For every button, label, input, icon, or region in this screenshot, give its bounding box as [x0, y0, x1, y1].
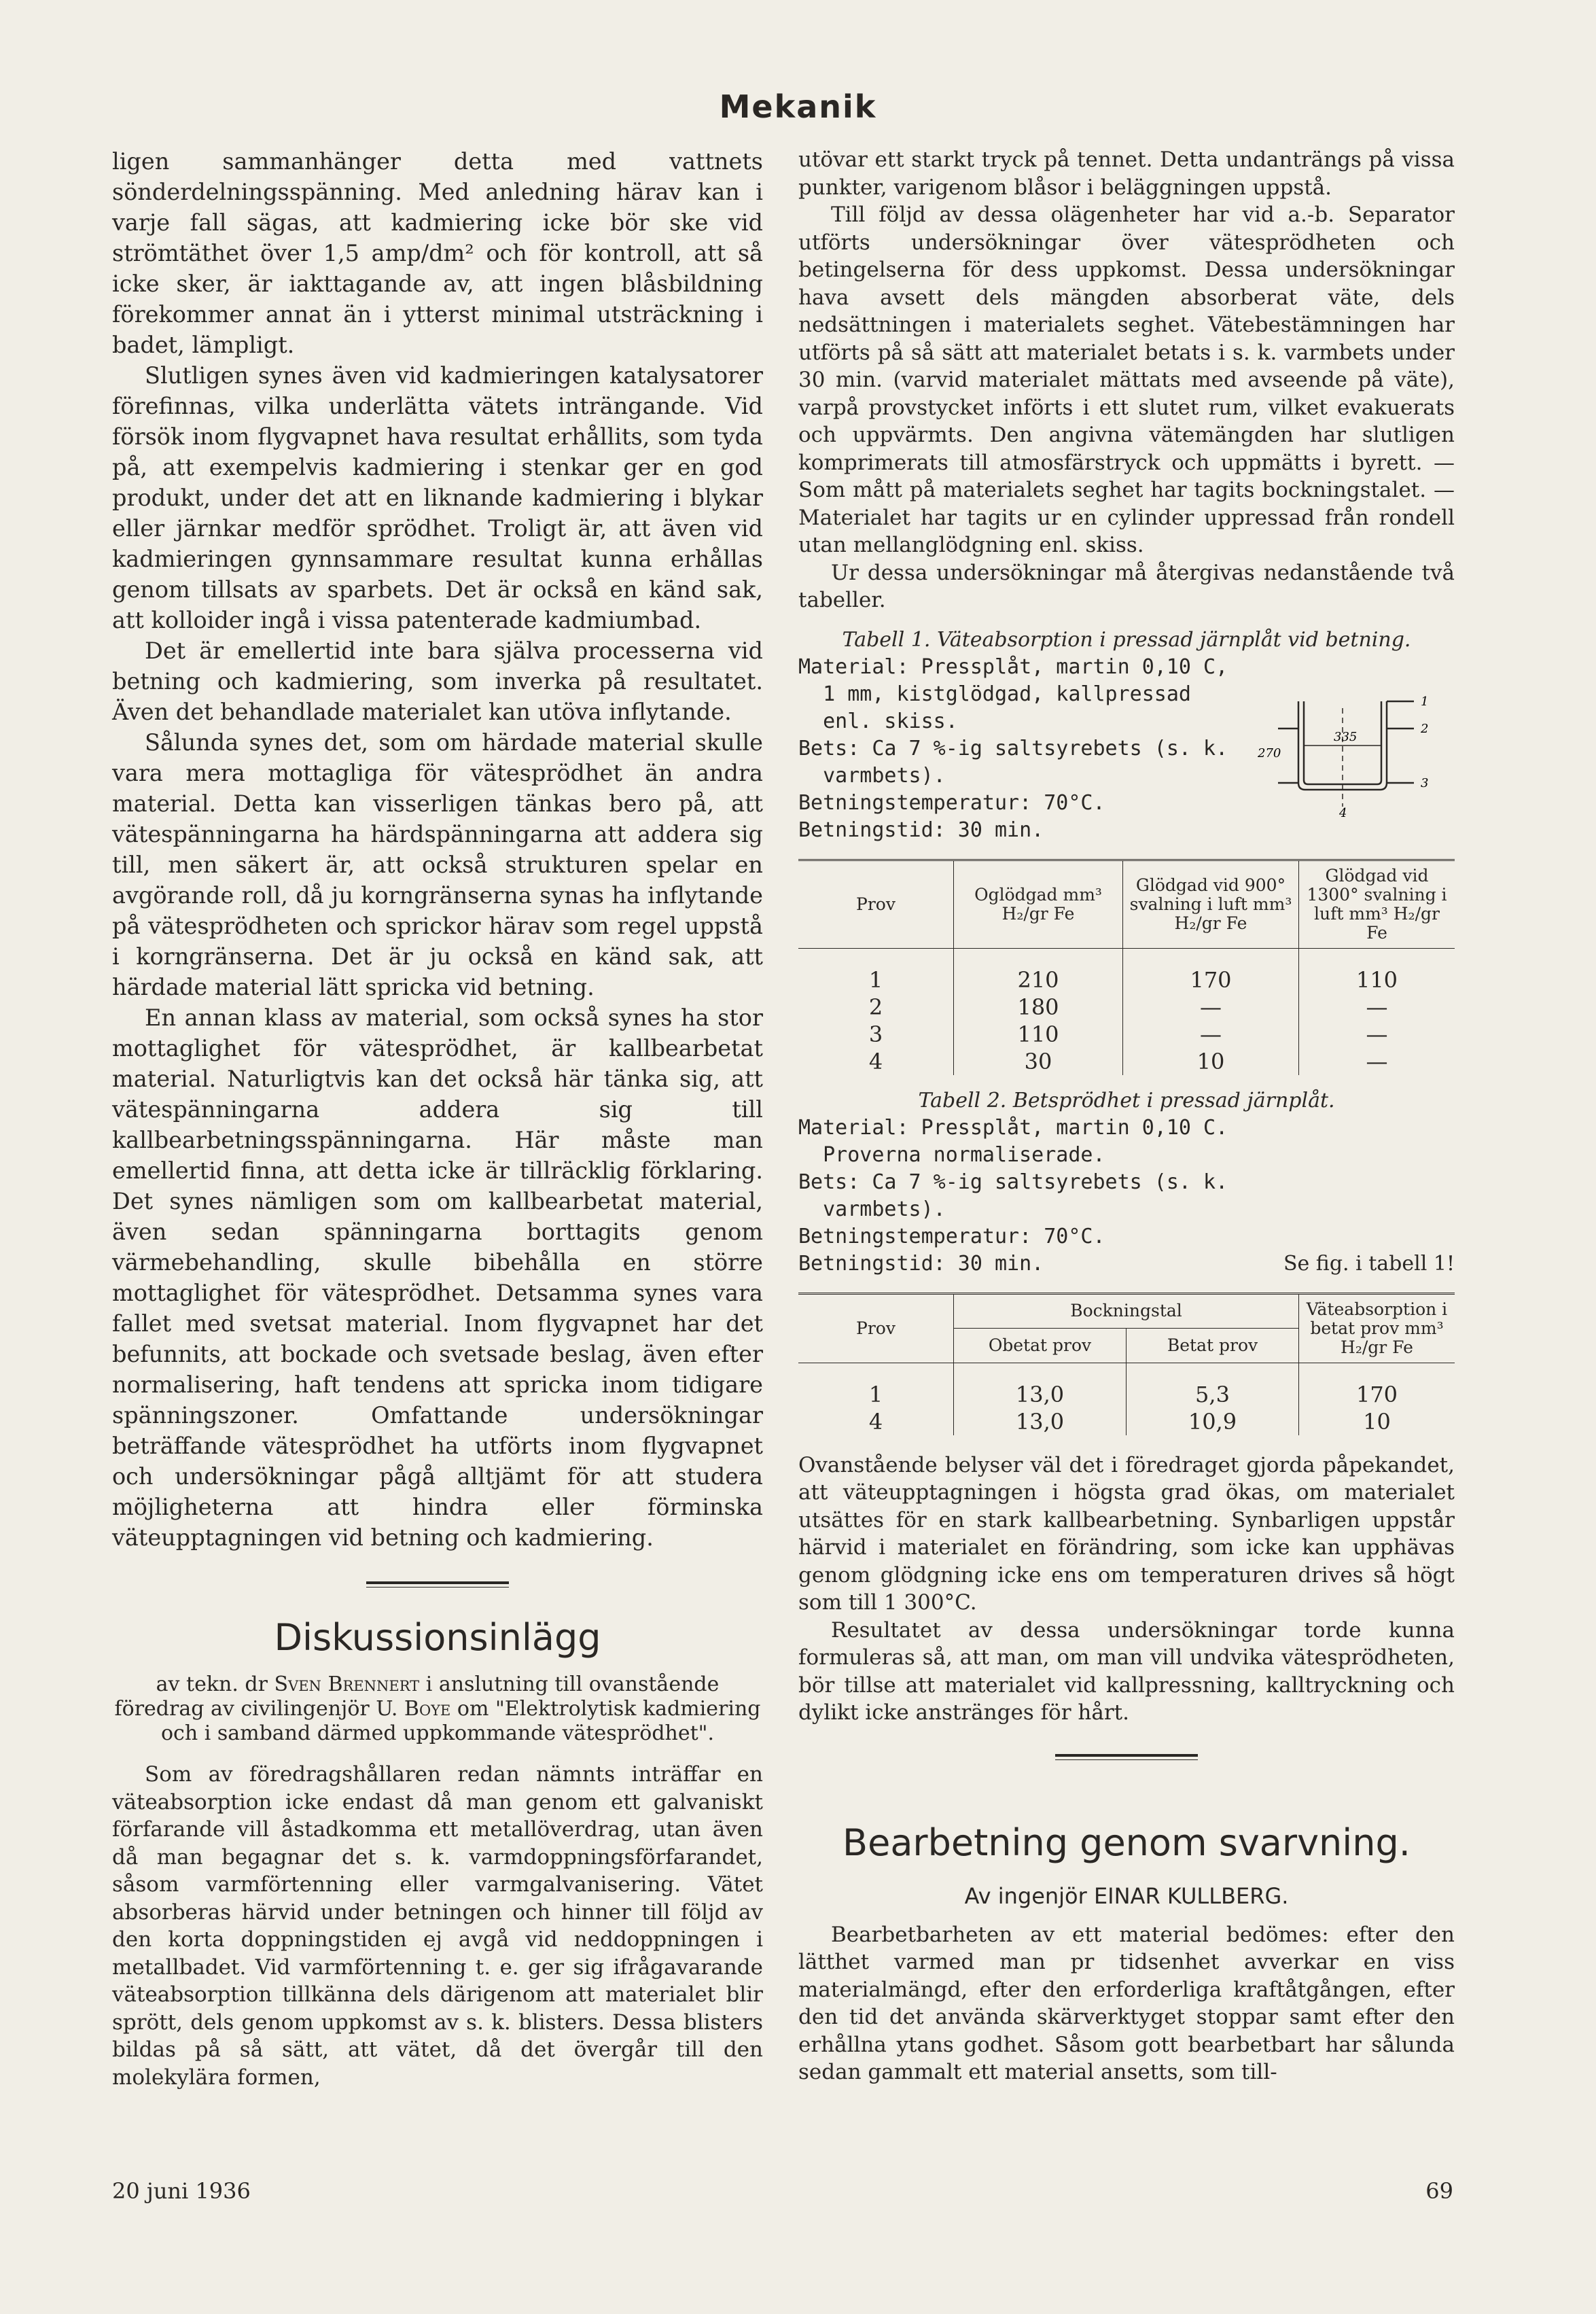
table-cell: 170	[1123, 966, 1299, 994]
table-cell: 4	[868, 1408, 883, 1435]
cup-sketch-figure	[1258, 681, 1455, 817]
fig-label: 1	[1421, 694, 1429, 709]
meta-line: Bets: Ca 7 %-ig saltsyrebets (s. k.	[798, 1170, 1228, 1194]
table-row	[798, 994, 1455, 1021]
table2-header: Prov	[798, 1293, 954, 1363]
discussion-byline	[112, 1672, 763, 1746]
paragraph: Sålunda synes det, som om härdade material skulle vara mera mottagliga för vätesprödhet än andra material. Detta kan visserligen tänkas bero på, att vätespänningarna ha härdspänningarna att addera sig till, men säkert är, att också strukturen spelar en avgörande roll, då ju korngränserna synas ha inflytande på vätesprödheten och sprickor härav som regel uppstå i korngränserna. Det är ju också en känd sak, att härdade material lätt spricka vid betning.	[112, 729, 763, 1000]
table-cell: 180	[954, 994, 1123, 1021]
section-title-discussion: Diskussionsinlägg	[274, 1616, 601, 1659]
paragraph: Slutligen synes även vid kadmieringen katalysatorer förefinnas, vilka underlätta vätets inträngande. Vid försök inom flygvapnet hava resultat erhållits, som tyda på, att exempelvis kadmiering i stenkar ger en god produkt, under det att en liknande kadmiering i blykar eller järnkar medför sprödhet. Troligt är, att även vid kadmieringen gynnsammare resultat kunna erhållas genom tillsats av sparbets. Det är också en känd sak, att kolloider ingå i vissa patenterade kadmiumbad.	[112, 362, 763, 633]
table-cell: 110	[1299, 966, 1455, 994]
table1-meta-block	[798, 654, 1455, 844]
table-row	[798, 1048, 1455, 1075]
table1-header: Glödgad vid 900° svalning i luft mm³ H₂/gr Fe	[1123, 860, 1299, 948]
right-column	[798, 146, 1455, 2086]
paragraph: Resultatet av dessa undersökningar torde kunna formuleras så, att man, om man vill undvika vätesprödheten, bör tillse att materialet vid kallpressning, kalltryckning och dylikt icke anstränges för hårt.	[798, 1617, 1455, 1725]
page-number: 69	[1425, 2178, 1453, 2204]
discussion-body	[112, 1761, 763, 2091]
paragraph: Ur dessa undersökningar må återgivas nedanstående två tabeller.	[798, 560, 1455, 612]
meta-line: Betningstemperatur: 70°C.	[798, 1224, 1105, 1248]
byline-text: i anslutning till ovanstående föredrag av civilingenjör U.	[114, 1672, 720, 1721]
fig-label: 2	[1421, 721, 1429, 736]
table-cell: 1	[868, 966, 883, 993]
meta-line: varmbets).	[798, 763, 946, 788]
meta-line: 1 mm, kistglödgad, kallpressad	[798, 682, 1191, 706]
table-cell: 10,9	[1127, 1408, 1299, 1435]
table-row	[798, 1381, 1455, 1408]
paragraph: En annan klass av material, som också synes ha stor mottaglighet för vätesprödhet, är kallbearbetat material. Naturligtvis kan det också här tänka sig, att vätespänningarna addera sig till kallbearbetningsspänningarna. Här måste man emellertid finna, att detta icke är tillräcklig förklaring. Det synes nämligen som om kallbearbetat material, även sedan spänningarna borttagits genom värmebehandling, skulle bibehålla en större mottaglighet för vätesprödhet. Detsamma synes vara fallet med svetsat material. Inom flygvapnet har det befunnits, att bockade och svetsade beslag, även efter normalisering, haft tendens att spricka inom tidigare spänningszoner. Omfattande undersökningar beträffande vätesprödhet ha utförts inom flygvapnet och undersökningar pågå alltjämt för att studera möjligheterna att hindra eller förminska väteupptagningen vid betning och kadmiering.	[112, 1004, 763, 1551]
discussion-continuation	[798, 146, 1455, 614]
table2	[798, 1293, 1455, 1435]
article-continuation	[112, 146, 763, 1553]
table2-header: Bockningstal	[954, 1293, 1299, 1329]
see-figure-note: Se fig. i tabell 1!	[1283, 1251, 1455, 1276]
table1-header: Prov	[798, 860, 954, 948]
table-cell: 4	[868, 1048, 883, 1074]
byline-text: om "Elektrolytisk kadmiering och i samband därmed uppkommande vätesprödhet".	[161, 1697, 761, 1745]
meta-line: Betningstid: 30 min.	[798, 818, 1044, 842]
conclusion	[798, 1452, 1455, 1727]
paragraph: Till följd av dessa olägenheter har vid a.-b. Separator utförts undersökningar över vätesprödheten och betingelserna för dess uppkomst. Dessa undersökningar hava avsett dels mängden absorberat väte, dels nedsättningen i materialets seghet. Vätebestämningen har utförts på så sätt att materialet betats i s. k. varmbets under 30 min. (varvid materialet mättats med avseende på väte), varpå provstycket införts i ett slutet rum, vilket evakuerats och uppvärmts. Den angivna vätemängden har slutligen komprimerats till atmosfärstryck och uppmätts i byrett. — Som mått på materialets seghet har tagits bockningstalet. — Materialet har tagits ur en cylinder uppressad från rondell utan mellanglödgning enl. skiss.	[798, 203, 1455, 557]
table2-caption: Tabell 2. Betsprödhet i pressad järnplåt.	[918, 1088, 1335, 1112]
table1-header: Oglödgad mm³ H₂/gr Fe	[954, 860, 1123, 948]
table2-header: Väteabsorption i betat prov mm³ H₂/gr Fe	[1299, 1293, 1455, 1363]
table-cell: —	[1123, 1021, 1299, 1048]
byline-author: Sven Brennert	[274, 1672, 420, 1696]
table-row	[798, 966, 1455, 994]
table-cell: 210	[954, 966, 1123, 994]
table-cell: —	[1299, 994, 1455, 1021]
meta-line: Betningstemperatur: 70°C.	[798, 790, 1105, 815]
table-cell: —	[1299, 1021, 1455, 1048]
paragraph: Ovanstående belyser väl det i föredraget gjorda påpekandet, att väteupptagningen i högsta grad ökas, om materialet utsättes för en stark kallbearbetning. Synbarligen uppstår härvid i materialet en förändring, som icke kan upphävas genom glödgning icke ens om temperaturen drives så högt som till 1 300°C.	[798, 1452, 1455, 1615]
table-cell: 110	[954, 1021, 1123, 1048]
table1-caption: Tabell 1. Väteabsorption i pressad järnplåt vid betning.	[842, 627, 1411, 652]
table-cell: 10	[1123, 1048, 1299, 1075]
meta-line: Material: Pressplåt, martin 0,10 C,	[798, 654, 1228, 679]
section2-body	[798, 1921, 1455, 2086]
table-row	[798, 1408, 1455, 1435]
table-row	[798, 1021, 1455, 1048]
paragraph: Som av föredragshållaren redan nämnts inträffar en väteabsorption icke endast då man genom ett galvaniskt förfarande vill åstadkomma ett metallöverdrag, utan även då man begagnar det s. k. varmdoppningsförfarandet, såsom varmförtenning eller varmgalvanisering. Vätet absorberas härvid under betningen och hinner till följd av den korta doppningstiden ej avgå vid neddoppningen i metallbadet. Vid varmförtenning t. e. ger sig ifrågavarande väteabsorption tillkänna dels därigenom att materialet blir sprött, dels genom uppkomst av s. k. blisters. Dessa blisters bildas på så sätt, att vätet, då det övergår till den molekylära formen,	[112, 1762, 763, 2090]
table1	[798, 859, 1455, 1075]
table-cell: 1	[868, 1381, 883, 1407]
paragraph: ligen sammanhänger detta med vattnets sönderdelningsspänning. Med anledning härav kan i varje fall sägas, att kadmiering icke bör ske vid strömtäthet över 1,5 amp/dm² och för kontroll, att så icke sker, är iakttagande av, att ingen blåsbildning förekommer annat än i ytterst minimal utsträckning i badet, lämpligt.	[112, 148, 763, 358]
table-cell: 170	[1299, 1381, 1455, 1408]
meta-line: Bets: Ca 7 %-ig saltsyrebets (s. k.	[798, 736, 1228, 760]
fig-label: 4	[1339, 805, 1347, 817]
fig-label: 3	[1421, 775, 1429, 790]
meta-line: Betningstid: 30 min.	[798, 1251, 1044, 1276]
fig-label: 335	[1334, 729, 1358, 744]
table2-subheader: Betat prov	[1127, 1329, 1299, 1363]
table-cell: 2	[868, 994, 883, 1020]
fig-label: 270	[1258, 746, 1281, 760]
table1-header: Glödgad vid 1300° svalning i luft mm³ H₂/gr Fe	[1299, 860, 1455, 948]
footer-date: 20 juni 1936	[112, 2178, 251, 2204]
meta-line: Material: Pressplåt, martin 0,10 C.	[798, 1115, 1228, 1140]
meta-line: Proverna normaliserade.	[798, 1142, 1105, 1167]
table-cell: 13,0	[954, 1408, 1127, 1435]
byline-speaker: Boye	[404, 1697, 451, 1721]
meta-line: enl. skiss.	[798, 709, 958, 733]
table-cell: 5,3	[1127, 1381, 1299, 1408]
paragraph: utövar ett starkt tryck på tennet. Detta undanträngs på vissa punkter, varigenom blåsor i beläggningen uppstå.	[798, 147, 1455, 200]
meta-line: varmbets).	[798, 1197, 946, 1221]
table-cell: —	[1123, 994, 1299, 1021]
section-divider	[1055, 1754, 1198, 1760]
table-cell: 10	[1299, 1408, 1455, 1435]
section-divider	[366, 1581, 509, 1588]
table-cell: 13,0	[954, 1381, 1127, 1408]
table-cell: —	[1299, 1048, 1455, 1075]
table-cell: 30	[954, 1048, 1123, 1075]
page-header-title: Mekanik	[719, 88, 877, 125]
table2-subheader: Obetat prov	[954, 1329, 1127, 1363]
paragraph: Det är emellertid inte bara själva processerna vid betning och kadmiering, som inverka på resultatet. Även det behandlade materialet kan utöva inflytande.	[112, 637, 763, 725]
left-column	[112, 146, 763, 2091]
section2-byline: Av ingenjör EINAR KULLBERG.	[964, 1882, 1289, 1909]
table2-meta	[798, 1115, 1455, 1278]
paragraph: Bearbetbarheten av ett material bedömes: efter den lätthet varmed man pr tidsenhet avverkar en viss materialmängd, efter den erforderliga kraftåtgången, efter den tid det använda skärverktyget stoppar samt efter den erhållna ytans godhet. Såsom gott bearbetbart har sålunda sedan gammalt ett material ansetts, som till-	[798, 1922, 1455, 2084]
byline-text: av tekn. dr	[156, 1672, 274, 1696]
section-title-turning: Bearbetning genom svarvning.	[843, 1821, 1411, 1864]
meta-line-with-note	[798, 1250, 1455, 1278]
table-cell: 3	[868, 1021, 883, 1047]
